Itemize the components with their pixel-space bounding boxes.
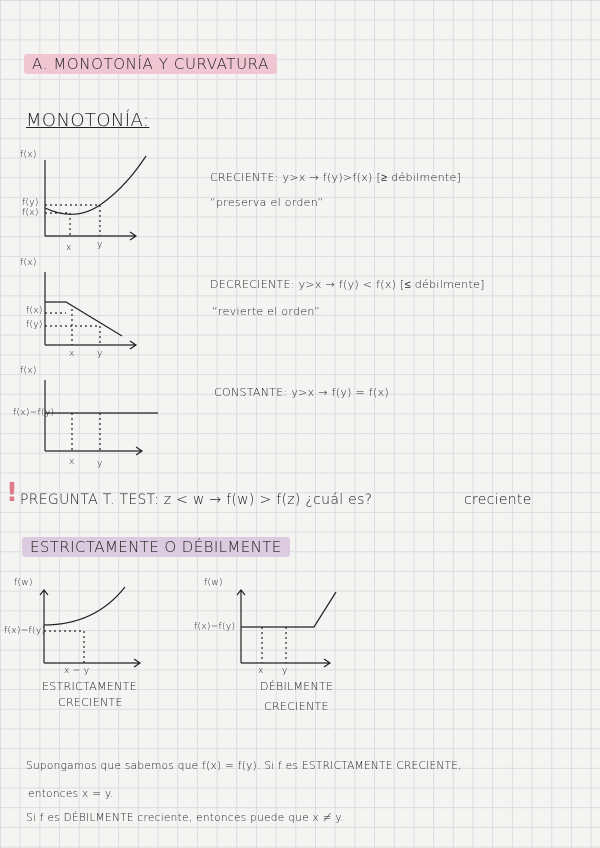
graph1-xtick-y: y — [97, 240, 103, 250]
caption-debilmente-line2: CRECIENTE — [264, 700, 329, 713]
graph2-ylabel: f(x) — [20, 258, 37, 268]
graph5-xtick-y: y — [282, 666, 288, 676]
graph-creciente — [45, 156, 146, 240]
definition-creciente: CRECIENTE: y>x → f(y)>f(x) [≥ débilmente] — [210, 171, 462, 184]
graph3-ylabel: f(x) — [20, 366, 37, 376]
definition-decreciente: DECRECIENTE: y>x → f(y) < f(x) [≤ débilmente] — [210, 278, 485, 291]
graph2-xtick-y: y — [97, 349, 103, 359]
graph1-ytick-fx: f(x) — [22, 208, 39, 218]
closing-line3: Si f es DÉBILMENTE creciente, entonces puede que x ≠ y. — [26, 812, 345, 824]
graph5-ylabel: f(w) — [204, 578, 223, 588]
closing-line1: Supongamos que sabemos que f(x) = f(y). Si f es ESTRICTAMENTE CRECIENTE, — [26, 760, 462, 772]
graph1-ytick-fy: f(y) — [22, 198, 39, 208]
question-answer: creciente — [464, 492, 532, 508]
graph5-xtick-x: x — [258, 666, 264, 676]
graph4-xtick: x = y — [64, 666, 90, 676]
graph2-ytick-fy: f(y) — [26, 320, 43, 330]
graph4-ylabel: f(w) — [14, 578, 33, 588]
graph4-ytick: f(x)=f(y) — [4, 626, 46, 636]
section-heading-estrictamente: ESTRICTAMENTE O DÉBILMENTE — [22, 537, 290, 557]
page-title: A. MONOTONÍA Y CURVATURA — [24, 54, 277, 74]
graph-debilmente — [237, 590, 336, 667]
graph-decreciente — [45, 272, 136, 349]
caption-estrictamente-line2: CRECIENTE — [58, 696, 123, 709]
graph-estrictamente — [40, 587, 140, 667]
graph2-xtick-x: x — [69, 349, 75, 359]
graph2-ytick-fx: f(x) — [26, 306, 43, 316]
exclamation-mark-icon: ! — [6, 478, 18, 508]
note-creciente: “preserva el orden” — [210, 196, 324, 209]
question-text: PREGUNTA T. TEST: z < w → f(w) > f(z) ¿cuál es? — [20, 492, 373, 508]
graph-constante — [45, 380, 158, 455]
closing-line2: entonces x = y. — [28, 788, 114, 800]
graph3-xtick-y: y — [97, 459, 103, 469]
section-heading-monotonia: MONOTONÍA: — [26, 110, 150, 131]
caption-debilmente-line1: DÉBILMENTE — [260, 680, 334, 693]
graph3-ytick: f(x)=f(y) — [13, 408, 55, 418]
graph1-xtick-x: x — [66, 243, 72, 253]
caption-estrictamente-line1: ESTRICTAMENTE — [42, 680, 137, 693]
definition-constante: CONSTANTE: y>x → f(y) = f(x) — [214, 386, 390, 399]
graph3-xtick-x: x — [69, 457, 75, 467]
graph1-ylabel: f(x) — [20, 150, 37, 160]
graph5-ytick: f(x)=f(y) — [194, 622, 236, 632]
note-decreciente: “revierte el orden” — [212, 305, 321, 318]
